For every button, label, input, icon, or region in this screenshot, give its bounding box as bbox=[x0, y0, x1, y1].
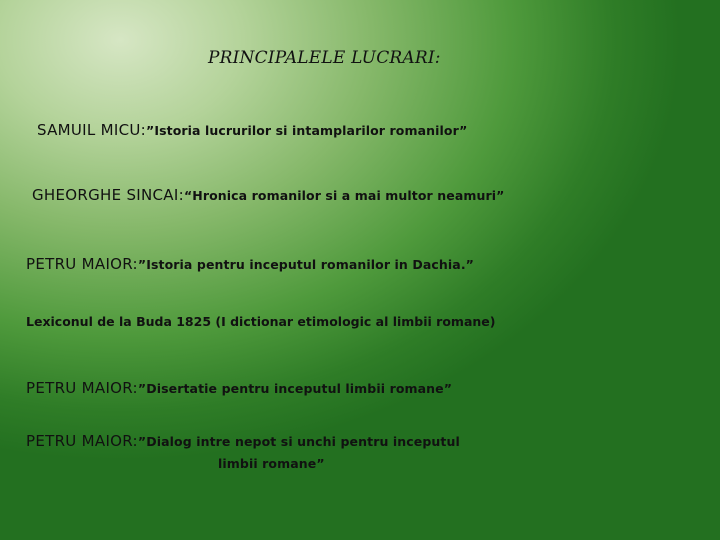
author-name: SAMUIL MICU: bbox=[37, 121, 147, 139]
slide-title: PRINCIPALELE LUCRARI: bbox=[208, 48, 441, 68]
author-name: PETRU MAIOR: bbox=[26, 432, 138, 450]
work-title: ”Istoria lucrurilor si intamplarilor romanilor” bbox=[146, 123, 468, 138]
list-item bbox=[26, 378, 452, 397]
author-name: PETRU MAIOR: bbox=[26, 255, 138, 273]
list-item bbox=[37, 120, 467, 139]
work-title: ”Disertatie pentru inceputul limbii romane” bbox=[137, 381, 453, 396]
list-item bbox=[32, 185, 504, 204]
author-name: PETRU MAIOR: bbox=[26, 379, 138, 397]
list-item bbox=[26, 254, 474, 273]
list-item: Lexiconul de la Buda 1825 (I dictionar etimologic al limbii romane) bbox=[26, 314, 496, 329]
work-title: “Hronica romanilor si a mai multor neamuri” bbox=[183, 188, 505, 203]
author-name: GHEORGHE SINCAI: bbox=[32, 186, 184, 204]
list-item bbox=[26, 431, 460, 450]
work-title: ”Dialog intre nepot si unchi pentru inceputul bbox=[137, 434, 460, 449]
work-title: ”Istoria pentru inceputul romanilor in Dachia.” bbox=[137, 257, 474, 272]
work-title-continuation: limbii romane” bbox=[218, 456, 325, 471]
